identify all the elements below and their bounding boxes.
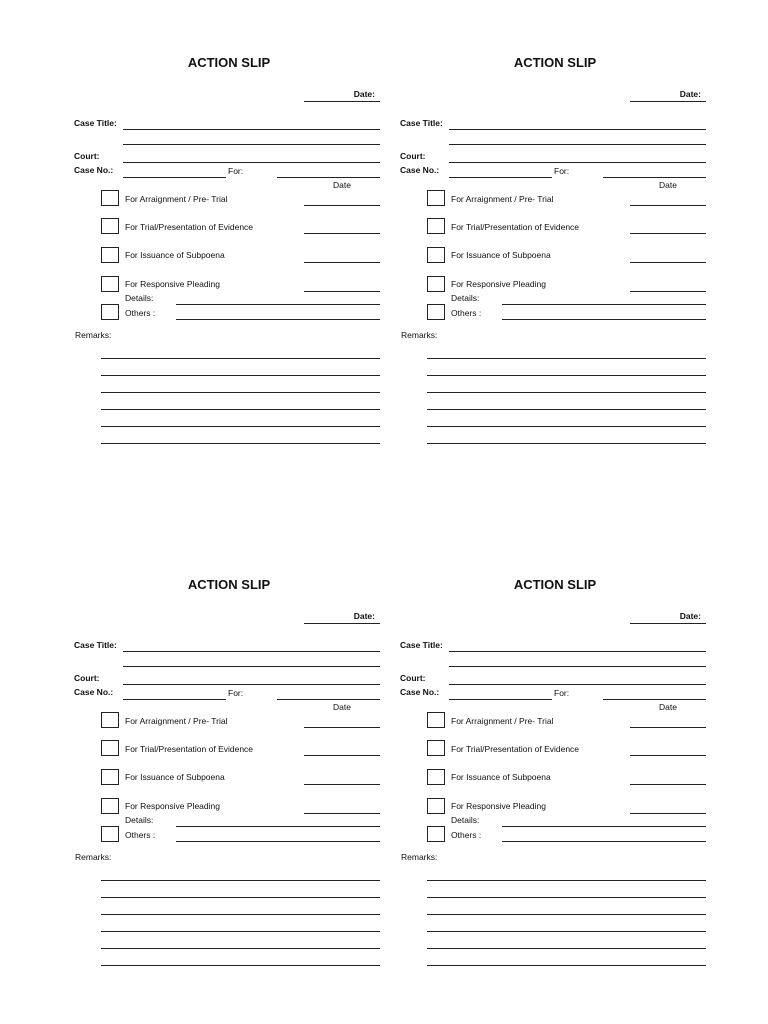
for-label: For: — [554, 166, 570, 176]
details-field[interactable] — [502, 304, 706, 305]
others-field[interactable] — [176, 841, 380, 842]
for-label: For: — [228, 166, 244, 176]
case-no-label: Case No.: — [400, 687, 440, 697]
date-field-subpoena[interactable] — [630, 784, 706, 785]
option-label-arraignment: For Arraignment / Pre- Trial — [125, 716, 228, 726]
court-field[interactable] — [123, 162, 380, 163]
others-field[interactable] — [502, 319, 706, 320]
remarks-line[interactable] — [427, 358, 706, 359]
remarks-line[interactable] — [427, 914, 706, 915]
case-title-label: Case Title: — [74, 640, 117, 650]
date-label: Date: — [679, 611, 701, 621]
checkbox-others[interactable] — [427, 826, 445, 842]
remarks-line[interactable] — [101, 948, 380, 949]
others-field[interactable] — [176, 319, 380, 320]
date-field-subpoena[interactable] — [304, 262, 380, 263]
remarks-label: Remarks: — [75, 852, 112, 862]
date-field-arraignment[interactable] — [304, 727, 380, 728]
case-no-field[interactable] — [123, 699, 226, 700]
option-label-subpoena: For Issuance of Subpoena — [125, 772, 225, 782]
option-label-responsive-pleading: For Responsive Pleading — [451, 279, 546, 289]
for-field[interactable] — [277, 177, 380, 178]
remarks-line[interactable] — [101, 375, 380, 376]
case-title-field[interactable] — [123, 651, 380, 652]
slip-title: ACTION SLIP — [513, 55, 597, 70]
case-title-field-line-2[interactable] — [449, 144, 706, 145]
remarks-line[interactable] — [427, 375, 706, 376]
details-label: Details: — [125, 815, 154, 825]
date-field[interactable] — [304, 101, 380, 102]
remarks-line[interactable] — [101, 443, 380, 444]
date-column-label: Date — [333, 180, 351, 190]
others-label: Others : — [451, 308, 482, 318]
case-no-label: Case No.: — [400, 165, 440, 175]
checkbox-trial[interactable] — [427, 740, 445, 756]
slip-title: ACTION SLIP — [187, 55, 271, 70]
date-field-arraignment[interactable] — [630, 727, 706, 728]
checkbox-subpoena[interactable] — [427, 769, 445, 785]
checkbox-responsive-pleading[interactable] — [427, 276, 445, 292]
case-title-label: Case Title: — [74, 118, 117, 128]
details-label: Details: — [125, 293, 154, 303]
checkbox-trial[interactable] — [427, 218, 445, 234]
court-field[interactable] — [449, 684, 706, 685]
remarks-line[interactable] — [427, 409, 706, 410]
for-field[interactable] — [603, 177, 706, 178]
option-label-subpoena: For Issuance of Subpoena — [451, 250, 551, 260]
case-no-label: Case No.: — [74, 165, 114, 175]
option-label-subpoena: For Issuance of Subpoena — [125, 250, 225, 260]
date-field-trial[interactable] — [630, 755, 706, 756]
remarks-line[interactable] — [101, 358, 380, 359]
court-field[interactable] — [449, 162, 706, 163]
checkbox-subpoena[interactable] — [427, 247, 445, 263]
for-field[interactable] — [277, 699, 380, 700]
date-label: Date: — [679, 89, 701, 99]
case-title-field-line-2[interactable] — [123, 666, 380, 667]
remarks-line[interactable] — [101, 426, 380, 427]
slip-title: ACTION SLIP — [513, 577, 597, 592]
remarks-label: Remarks: — [75, 330, 112, 340]
checkbox-responsive-pleading[interactable] — [101, 276, 119, 292]
remarks-line[interactable] — [427, 443, 706, 444]
option-label-arraignment: For Arraignment / Pre- Trial — [125, 194, 228, 204]
date-field[interactable] — [304, 623, 380, 624]
date-field-subpoena[interactable] — [304, 784, 380, 785]
court-field[interactable] — [123, 684, 380, 685]
slip-title: ACTION SLIP — [187, 577, 271, 592]
date-field-responsive-pleading[interactable] — [304, 813, 380, 814]
details-field[interactable] — [176, 304, 380, 305]
case-no-label: Case No.: — [74, 687, 114, 697]
checkbox-arraignment[interactable] — [101, 190, 119, 206]
checkbox-trial[interactable] — [101, 740, 119, 756]
option-label-responsive-pleading: For Responsive Pleading — [451, 801, 546, 811]
case-no-field[interactable] — [449, 177, 552, 178]
case-title-field[interactable] — [449, 129, 706, 130]
court-label: Court: — [74, 673, 100, 683]
date-field[interactable] — [630, 623, 706, 624]
remarks-line[interactable] — [427, 880, 706, 881]
case-title-field[interactable] — [449, 651, 706, 652]
remarks-line[interactable] — [427, 931, 706, 932]
remarks-line[interactable] — [101, 409, 380, 410]
date-field-responsive-pleading[interactable] — [304, 291, 380, 292]
option-label-trial: For Trial/Presentation of Evidence — [125, 222, 254, 232]
remarks-label: Remarks: — [401, 852, 438, 862]
details-label: Details: — [451, 293, 480, 303]
date-field[interactable] — [630, 101, 706, 102]
remarks-line[interactable] — [101, 897, 380, 898]
remarks-line[interactable] — [101, 914, 380, 915]
remarks-line[interactable] — [427, 897, 706, 898]
checkbox-arraignment[interactable] — [101, 712, 119, 728]
remarks-line[interactable] — [427, 392, 706, 393]
date-column-label: Date — [659, 702, 677, 712]
others-field[interactable] — [502, 841, 706, 842]
remarks-line[interactable] — [101, 880, 380, 881]
checkbox-responsive-pleading[interactable] — [427, 798, 445, 814]
court-label: Court: — [400, 151, 426, 161]
checkbox-others[interactable] — [101, 304, 119, 320]
for-label: For: — [554, 688, 570, 698]
case-title-field-line-2[interactable] — [449, 666, 706, 667]
date-field-arraignment[interactable] — [630, 205, 706, 206]
action-slip — [400, 522, 740, 922]
option-label-responsive-pleading: For Responsive Pleading — [125, 279, 220, 289]
checkbox-others[interactable] — [427, 304, 445, 320]
remarks-line[interactable] — [427, 965, 706, 966]
date-column-label: Date — [333, 702, 351, 712]
case-title-field[interactable] — [123, 129, 380, 130]
option-label-trial: For Trial/Presentation of Evidence — [125, 744, 254, 754]
date-field-subpoena[interactable] — [630, 262, 706, 263]
date-field-trial[interactable] — [630, 233, 706, 234]
option-label-responsive-pleading: For Responsive Pleading — [125, 801, 220, 811]
for-label: For: — [228, 688, 244, 698]
option-label-subpoena: For Issuance of Subpoena — [451, 772, 551, 782]
remarks-line[interactable] — [427, 426, 706, 427]
remarks-line[interactable] — [101, 931, 380, 932]
action-slip — [74, 0, 414, 400]
case-title-label: Case Title: — [400, 118, 443, 128]
checkbox-arraignment[interactable] — [427, 190, 445, 206]
checkbox-arraignment[interactable] — [427, 712, 445, 728]
others-label: Others : — [125, 830, 156, 840]
details-label: Details: — [451, 815, 480, 825]
date-field-trial[interactable] — [304, 755, 380, 756]
case-no-field[interactable] — [449, 699, 552, 700]
court-label: Court: — [400, 673, 426, 683]
court-label: Court: — [74, 151, 100, 161]
checkbox-subpoena[interactable] — [101, 247, 119, 263]
case-title-field-line-2[interactable] — [123, 144, 380, 145]
checkbox-subpoena[interactable] — [101, 769, 119, 785]
remarks-line[interactable] — [101, 392, 380, 393]
remarks-line[interactable] — [101, 965, 380, 966]
others-label: Others : — [451, 830, 482, 840]
option-label-arraignment: For Arraignment / Pre- Trial — [451, 194, 554, 204]
date-field-responsive-pleading[interactable] — [630, 291, 706, 292]
option-label-trial: For Trial/Presentation of Evidence — [451, 744, 580, 754]
action-slip — [400, 0, 740, 400]
for-field[interactable] — [603, 699, 706, 700]
remarks-label: Remarks: — [401, 330, 438, 340]
checkbox-responsive-pleading[interactable] — [101, 798, 119, 814]
date-label: Date: — [353, 611, 375, 621]
checkbox-trial[interactable] — [101, 218, 119, 234]
details-field[interactable] — [176, 826, 380, 827]
date-field-arraignment[interactable] — [304, 205, 380, 206]
case-title-label: Case Title: — [400, 640, 443, 650]
details-field[interactable] — [502, 826, 706, 827]
option-label-trial: For Trial/Presentation of Evidence — [451, 222, 580, 232]
remarks-line[interactable] — [427, 948, 706, 949]
checkbox-others[interactable] — [101, 826, 119, 842]
case-no-field[interactable] — [123, 177, 226, 178]
option-label-arraignment: For Arraignment / Pre- Trial — [451, 716, 554, 726]
date-column-label: Date — [659, 180, 677, 190]
date-label: Date: — [353, 89, 375, 99]
date-field-responsive-pleading[interactable] — [630, 813, 706, 814]
others-label: Others : — [125, 308, 156, 318]
date-field-trial[interactable] — [304, 233, 380, 234]
action-slip — [74, 522, 414, 922]
